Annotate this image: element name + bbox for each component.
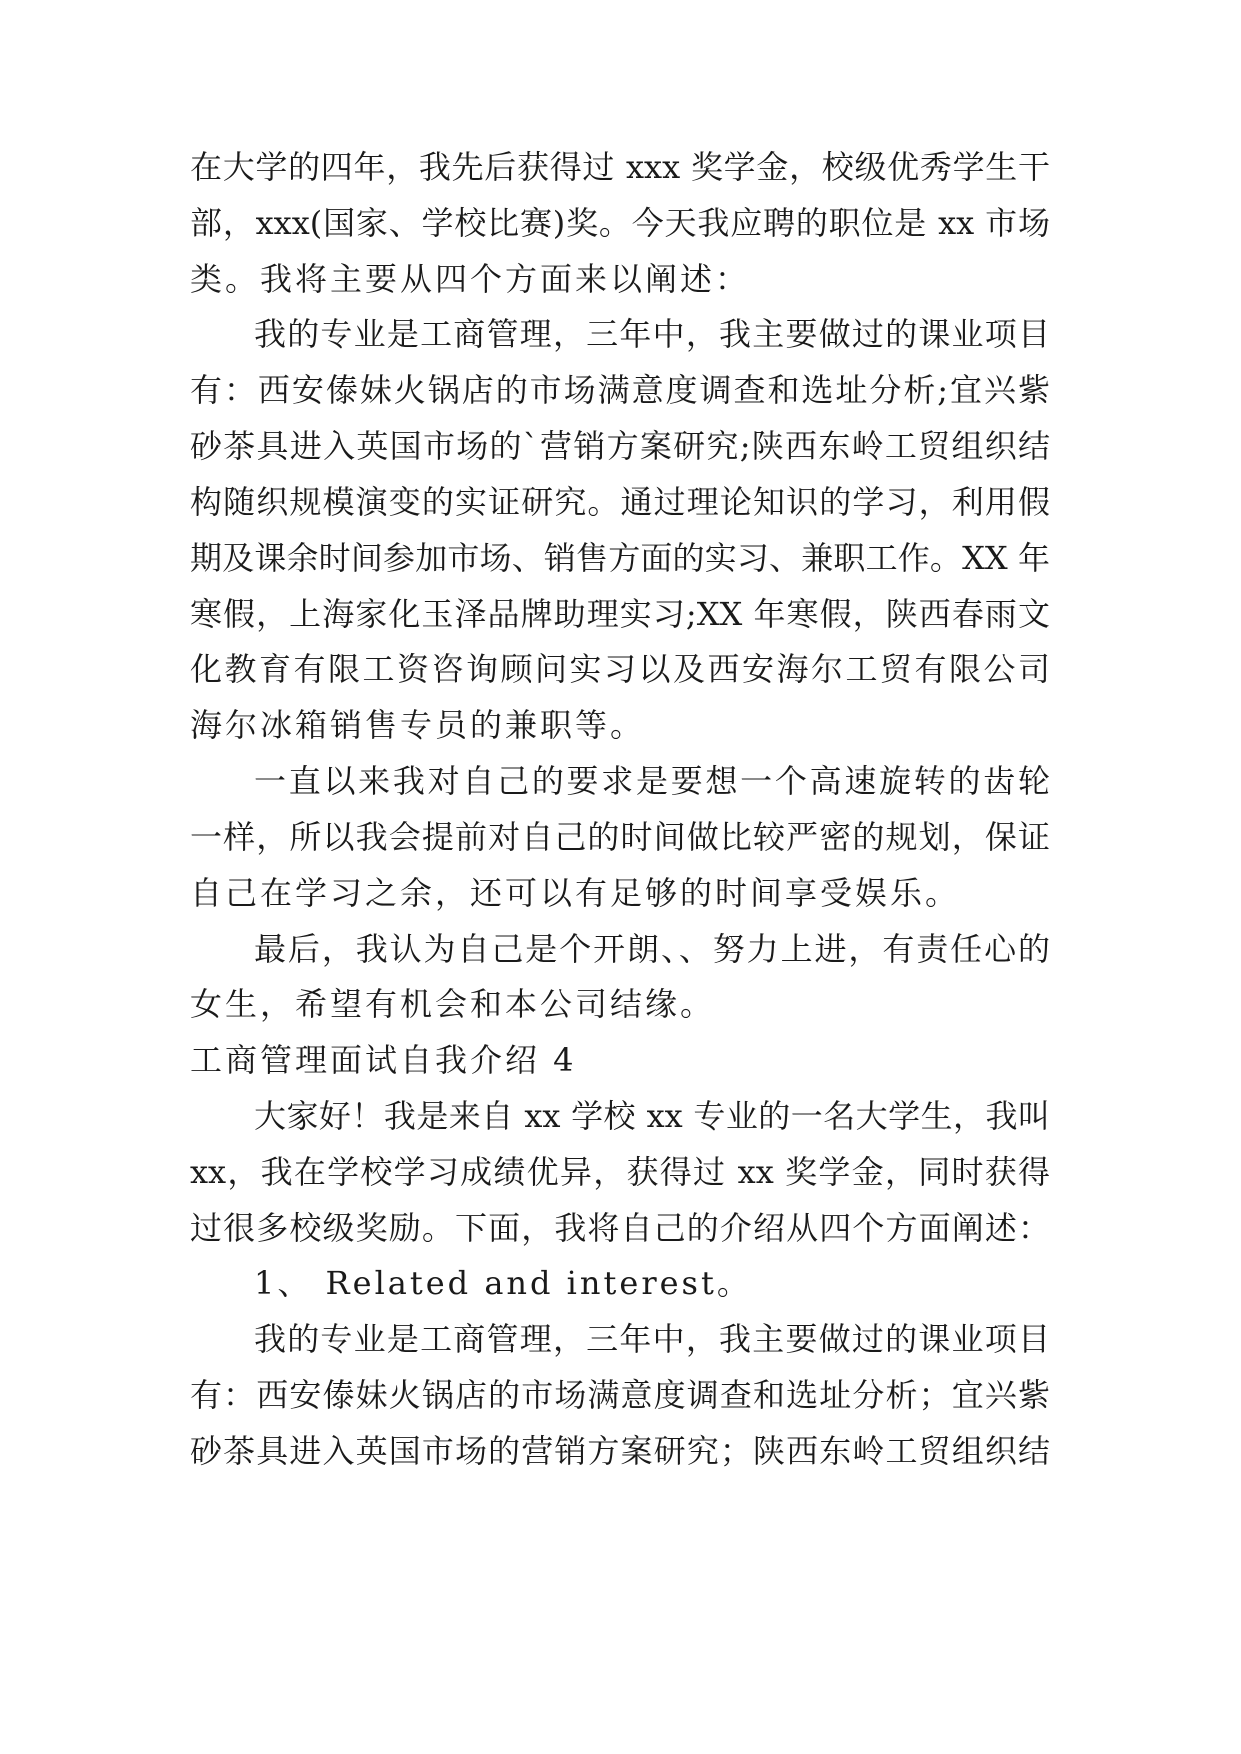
text-line: 期及课余时间参加市场、销售方面的实习、兼职工作。XX 年 — [190, 539, 1050, 577]
text-line: 部，xxx(国家、学校比赛)奖。今天我应聘的职位是 xx 市场 — [190, 204, 1050, 242]
text-line: 砂茶具进入英国市场的营销方案研究；陕西东岭工贸组织结 — [190, 1432, 1050, 1470]
text-line: 类。我将主要从四个方面来以阐述： — [190, 260, 751, 298]
text-line: 一样，所以我会提前对自己的时间做比较严密的规划，保证 — [190, 818, 1050, 856]
text-line: 有：西安傣妹火锅店的市场满意度调查和选址分析；宜兴紫 — [190, 1376, 1050, 1414]
text-line: xx，我在学校学习成绩优异，获得过 xx 奖学金，同时获得 — [190, 1153, 1050, 1191]
text-line: 化教育有限工资咨询顾问实习以及西安海尔工贸有限公司 — [190, 650, 1050, 688]
section-heading: 工商管理面试自我介绍 4 — [190, 1041, 577, 1079]
text-line: 有：西安傣妹火锅店的市场满意度调查和选址分析;宜兴紫 — [190, 371, 1050, 409]
text-line: 构随织规模演变的实证研究。通过理论知识的学习，利用假 — [190, 483, 1050, 521]
text-line: 海尔冰箱销售专员的兼职等。 — [190, 706, 646, 744]
text-line: 寒假，上海家化玉泽品牌助理实习;XX 年寒假，陕西春雨文 — [190, 595, 1050, 633]
paragraph-first-line: 最后，我认为自己是个开朗、、努力上进，有责任心的 — [254, 930, 1050, 968]
paragraph-first-line: 我的专业是工商管理，三年中，我主要做过的课业项目 — [254, 1320, 1050, 1358]
paragraph-first-line: 大家好！我是来自 xx 学校 xx 专业的一名大学生，我叫 — [254, 1097, 1050, 1135]
paragraph-first-line: 一直以来我对自己的要求是要想一个高速旋转的齿轮 — [254, 762, 1050, 800]
list-item-heading: 1、 Related and interest。 — [254, 1264, 752, 1302]
text-line: 在大学的四年，我先后获得过 xxx 奖学金，校级优秀学生干 — [190, 148, 1050, 186]
text-line: 砂茶具进入英国市场的`营销方案研究;陕西东岭工贸组织结 — [190, 427, 1050, 465]
text-line: 过很多校级奖励。下面，我将自己的介绍从四个方面阐述： — [190, 1209, 1050, 1247]
paragraph-first-line: 我的专业是工商管理，三年中，我主要做过的课业项目 — [254, 315, 1050, 353]
text-line: 自己在学习之余，还可以有足够的时间享受娱乐。 — [190, 874, 961, 912]
text-line: 女生，希望有机会和本公司结缘。 — [190, 985, 716, 1023]
